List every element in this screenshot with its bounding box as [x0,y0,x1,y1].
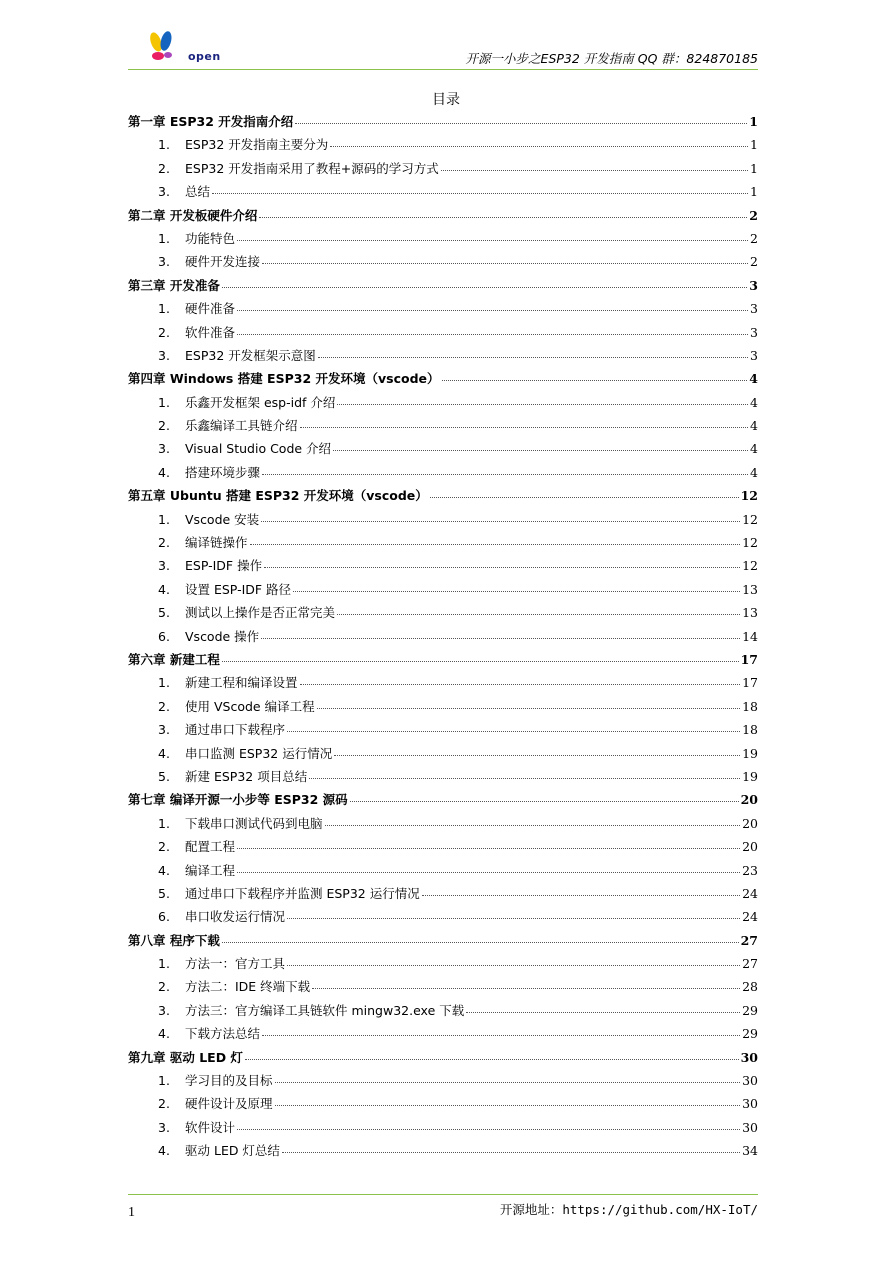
toc-entry-label: Vscode 安装 [185,511,260,527]
toc-entry-page: 30 [742,1073,758,1089]
toc-dot-leader [212,184,748,194]
toc-chapter-entry[interactable] [128,1046,758,1069]
toc-chapter-entry[interactable] [128,788,758,811]
toc-dot-leader [222,933,739,943]
toc-section-entry[interactable] [128,601,758,624]
toc-entry-number: 1. [158,230,170,246]
toc-dot-leader [287,956,740,966]
toc-section-entry[interactable] [128,835,758,858]
toc-entry-label: 第三章 开发准备 [128,277,220,293]
toc-dot-leader [261,629,740,639]
toc-title: 目录 [432,92,460,108]
toc-entry-page: 3 [749,277,758,293]
toc-entry-number: 2. [158,324,170,340]
toc-section-entry[interactable] [128,391,758,414]
toc-section-entry[interactable] [128,882,758,905]
toc-entry-page: 1 [750,160,758,176]
toc-entry-label: 第九章 驱动 LED 灯 [128,1049,243,1065]
toc-entry-page: 2 [750,230,758,246]
toc-entry-label: 学习目的及目标 [185,1073,273,1089]
toc-entry-page: 12 [740,488,758,504]
toc-dot-leader [295,114,747,124]
toc-entry-page: 2 [750,254,758,270]
toc-section-entry[interactable] [128,671,758,694]
toc-section-entry[interactable] [128,578,758,601]
toc-dot-leader [300,418,749,428]
toc-dot-leader [237,325,748,335]
toc-entry-label: 串口收发运行情况 [185,909,286,925]
toc-entry-number: 4. [158,464,170,480]
toc-entry-label: 第二章 开发板硬件介绍 [128,207,258,223]
toc-chapter-entry[interactable] [128,110,758,133]
toc-entry-label: 硬件准备 [185,301,236,317]
toc-dot-leader [309,769,740,779]
toc-entry-label: 总结 [185,184,211,200]
toc-dot-leader [442,372,748,382]
toc-entry-page: 1 [749,114,758,129]
toc-entry-label: 方法一：官方工具 [185,956,286,972]
toc-chapter-entry[interactable] [128,274,758,297]
toc-entry-label: 第六章 新建工程 [128,651,220,667]
toc-entry-page: 30 [740,1049,758,1065]
toc-entry-page: 29 [742,1026,758,1042]
toc-dot-leader [334,746,740,756]
toc-entry-number: 2. [158,979,170,995]
toc-entry-page: 3 [750,347,758,363]
toc-section-entry[interactable] [128,1022,758,1045]
toc-entry-number: 3. [158,254,170,270]
toc-chapter-entry[interactable] [128,204,758,227]
toc-entry-number: 3. [158,1119,170,1135]
toc-dot-leader [250,535,741,545]
toc-dot-leader [264,559,740,569]
toc-dot-leader [275,1097,741,1107]
toc-entry-label: 下载方法总结 [185,1026,261,1042]
toc-entry-label: ESP32 开发框架示意图 [185,347,316,363]
toc-section-entry[interactable] [128,321,758,344]
toc-entry-label: 第八章 程序下载 [128,932,220,948]
toc-section-entry[interactable] [128,250,758,273]
toc-entry-number: 3. [158,558,170,574]
toc-entry-label: 设置 ESP-IDF 路径 [185,581,292,597]
toc-entry-page: 27 [742,956,758,972]
open-logo [142,30,221,66]
toc-entry-number: 1. [158,137,170,153]
toc-entry-page: 12 [742,511,758,527]
toc-section-entry[interactable] [128,461,758,484]
toc-entry-number: 1. [158,394,170,410]
toc-dot-leader [259,208,747,218]
toc-entry-page: 28 [742,979,758,995]
toc-entry-number: 1. [158,815,170,831]
toc-section-entry[interactable] [128,905,758,928]
toc-entry-number: 5. [158,605,170,621]
toc-entry-number: 4. [158,581,170,597]
toc-entry-page: 24 [742,885,758,901]
toc-entry-page: 17 [740,651,758,667]
toc-entry-label: Vscode 操作 [185,628,260,644]
toc-chapter-entry[interactable] [128,929,758,952]
toc-entry-number: 1. [158,956,170,972]
toc-entry-number: 6. [158,628,170,644]
toc-entry-page: 4 [749,371,758,387]
toc-entry-number: 3. [158,184,170,200]
toc-dot-leader [275,1073,741,1083]
header-title: 开源一小步之ESP32 开发指南 QQ 群：824870185 [465,51,758,66]
toc-section-entry[interactable] [128,975,758,998]
toc-entry-number: 1. [158,675,170,691]
toc-section-entry[interactable] [128,157,758,180]
toc-dot-leader [237,301,748,311]
toc-entry-number: 6. [158,909,170,925]
toc-chapter-entry[interactable] [128,484,758,507]
toc-dot-leader [430,489,739,499]
toc-entry-label: 编译工程 [185,862,236,878]
toc-entry-number: 4. [158,1143,170,1159]
toc-entry-page: 27 [740,932,758,948]
toc-entry-page: 4 [750,394,758,410]
toc-entry-page: 34 [742,1143,758,1159]
toc-entry-label: 串口监测 ESP32 运行情况 [185,745,333,761]
toc-section-entry[interactable] [128,812,758,835]
toc-entry-number: 2. [158,535,170,551]
toc-section-entry[interactable] [128,344,758,367]
toc-dot-leader [287,722,740,732]
logo-petals-icon [142,30,186,66]
toc-dot-leader [261,512,740,522]
toc-dot-leader [300,676,741,686]
toc-entry-label: 乐鑫编译工具链介绍 [185,418,298,434]
toc-entry-label: 硬件设计及原理 [185,1096,273,1112]
toc-entry-page: 3 [750,301,758,317]
toc-section-entry[interactable] [128,765,758,788]
toc-dot-leader [350,793,739,803]
toc-entry-page: 4 [750,464,758,480]
toc-entry-page: 13 [742,605,758,621]
toc-dot-leader [282,1143,740,1153]
toc-section-entry[interactable] [128,742,758,765]
toc-dot-leader [317,699,741,709]
toc-entry-number: 5. [158,885,170,901]
table-of-contents [128,110,758,1163]
toc-section-entry[interactable] [128,1092,758,1115]
toc-entry-page: 24 [742,909,758,925]
toc-dot-leader [262,255,748,265]
toc-section-entry[interactable] [128,1069,758,1092]
toc-entry-label: 通过串口下载程序 [185,722,286,738]
toc-section-entry[interactable] [128,414,758,437]
footer-repo-link[interactable]: 开源地址：https://github.com/HX-IoT/ [499,1202,758,1217]
toc-dot-leader [245,1050,739,1060]
toc-section-entry[interactable] [128,999,758,1022]
toc-entry-label: 功能特色 [185,230,236,246]
toc-section-entry[interactable] [128,531,758,554]
toc-entry-page: 1 [750,137,758,153]
toc-dot-leader [312,980,740,990]
toc-section-entry[interactable] [128,952,758,975]
toc-section-entry[interactable] [128,554,758,577]
toc-entry-label: 搭建环境步骤 [185,464,261,480]
toc-entry-label: 测试以上操作是否正常完美 [185,605,336,621]
toc-entry-page: 14 [742,628,758,644]
toc-entry-label: 乐鑫开发框架 esp-idf 介绍 [185,394,336,410]
toc-dot-leader [237,839,740,849]
toc-dot-leader [237,231,748,241]
toc-dot-leader [330,138,748,148]
toc-entry-number: 4. [158,862,170,878]
toc-entry-number: 3. [158,1002,170,1018]
toc-section-entry[interactable] [128,227,758,250]
toc-entry-label: 软件设计 [185,1119,236,1135]
toc-entry-number: 3. [158,347,170,363]
toc-entry-page: 3 [750,324,758,340]
toc-entry-label: ESP32 开发指南主要分为 [185,137,329,153]
toc-entry-number: 1. [158,301,170,317]
toc-dot-leader [222,278,747,288]
toc-entry-page: 12 [742,558,758,574]
toc-entry-page: 23 [742,862,758,878]
toc-dot-leader [337,605,740,615]
toc-entry-number: 5. [158,768,170,784]
toc-entry-label: 方法二：IDE 终端下载 [185,979,311,995]
header-rule [128,69,758,70]
footer-rule [128,1194,758,1195]
toc-entry-number: 2. [158,839,170,855]
toc-entry-label: 硬件开发连接 [185,254,261,270]
toc-section-entry[interactable] [128,625,758,648]
toc-dot-leader [318,348,748,358]
toc-chapter-entry[interactable] [128,367,758,390]
toc-entry-number: 3. [158,441,170,457]
toc-entry-page: 12 [742,535,758,551]
toc-dot-leader [222,652,739,662]
toc-entry-label: ESP-IDF 操作 [185,558,263,574]
toc-entry-label: Visual Studio Code 介绍 [185,441,332,457]
toc-dot-leader [466,1003,740,1013]
toc-entry-number: 2. [158,698,170,714]
toc-entry-page: 17 [742,675,758,691]
toc-section-entry[interactable] [128,180,758,203]
toc-entry-page: 19 [742,745,758,761]
toc-section-entry[interactable] [128,297,758,320]
toc-dot-leader [287,910,740,920]
toc-entry-number: 4. [158,745,170,761]
toc-section-entry[interactable] [128,508,758,531]
toc-entry-number: 2. [158,160,170,176]
toc-entry-label: 第四章 Windows 搭建 ESP32 开发环境（vscode） [128,371,440,387]
toc-entry-page: 20 [742,815,758,831]
toc-section-entry[interactable] [128,1139,758,1162]
toc-entry-label: 下载串口测试代码到电脑 [185,815,323,831]
toc-entry-page: 4 [750,441,758,457]
toc-entry-label: 方法三：官方编译工具链软件 mingw32.exe 下载 [185,1002,465,1018]
toc-dot-leader [237,863,740,873]
toc-entry-label: 第五章 Ubuntu 搭建 ESP32 开发环境（vscode） [128,488,428,504]
toc-section-entry[interactable] [128,437,758,460]
toc-entry-page: 2 [749,207,758,223]
toc-entry-label: 使用 VScode 编译工程 [185,698,315,714]
page-header [128,30,758,70]
toc-chapter-entry[interactable] [128,648,758,671]
toc-dot-leader [237,1120,740,1130]
toc-entry-page: 30 [742,1096,758,1112]
toc-dot-leader [262,465,748,475]
toc-entry-label: 软件准备 [185,324,236,340]
toc-entry-page: 1 [750,184,758,200]
toc-dot-leader [337,395,748,405]
toc-entry-label: 第一章 ESP32 开发指南介绍 [128,114,294,129]
toc-entry-page: 20 [740,792,758,808]
toc-entry-page: 13 [742,581,758,597]
toc-entry-page: 19 [742,768,758,784]
toc-entry-page: 18 [742,722,758,738]
toc-dot-leader [422,886,740,896]
toc-entry-number: 1. [158,1073,170,1089]
logo-text: open [188,50,221,63]
toc-entry-label: 通过串口下载程序并监测 ESP32 运行情况 [185,885,420,901]
toc-dot-leader [325,816,741,826]
toc-entry-number: 3. [158,722,170,738]
toc-entry-label: 新建工程和编译设置 [185,675,298,691]
toc-dot-leader [333,442,748,452]
toc-entry-page: 29 [742,1002,758,1018]
toc-entry-number: 4. [158,1026,170,1042]
toc-dot-leader [293,582,740,592]
toc-entry-label: 新建 ESP32 项目总结 [185,768,308,784]
toc-section-entry[interactable] [128,859,758,882]
toc-entry-label: 配置工程 [185,839,236,855]
toc-entry-number: 1. [158,511,170,527]
toc-entry-label: 编译链操作 [185,535,248,551]
toc-entry-number: 2. [158,418,170,434]
toc-entry-page: 18 [742,698,758,714]
page-number: 1 [128,1205,135,1220]
toc-entry-label: 第七章 编译开源一小步等 ESP32 源码 [128,792,348,808]
toc-entry-label: 驱动 LED 灯总结 [185,1143,280,1159]
toc-section-entry[interactable] [128,1116,758,1139]
toc-section-entry[interactable] [128,695,758,718]
toc-section-entry[interactable] [128,718,758,741]
toc-entry-page: 20 [742,839,758,855]
toc-dot-leader [262,1026,740,1036]
toc-section-entry[interactable] [128,133,758,156]
toc-dot-leader [441,161,748,171]
toc-entry-page: 4 [750,418,758,434]
toc-entry-number: 2. [158,1096,170,1112]
toc-entry-page: 30 [742,1119,758,1135]
toc-entry-label: ESP32 开发指南采用了教程+源码的学习方式 [185,160,439,176]
